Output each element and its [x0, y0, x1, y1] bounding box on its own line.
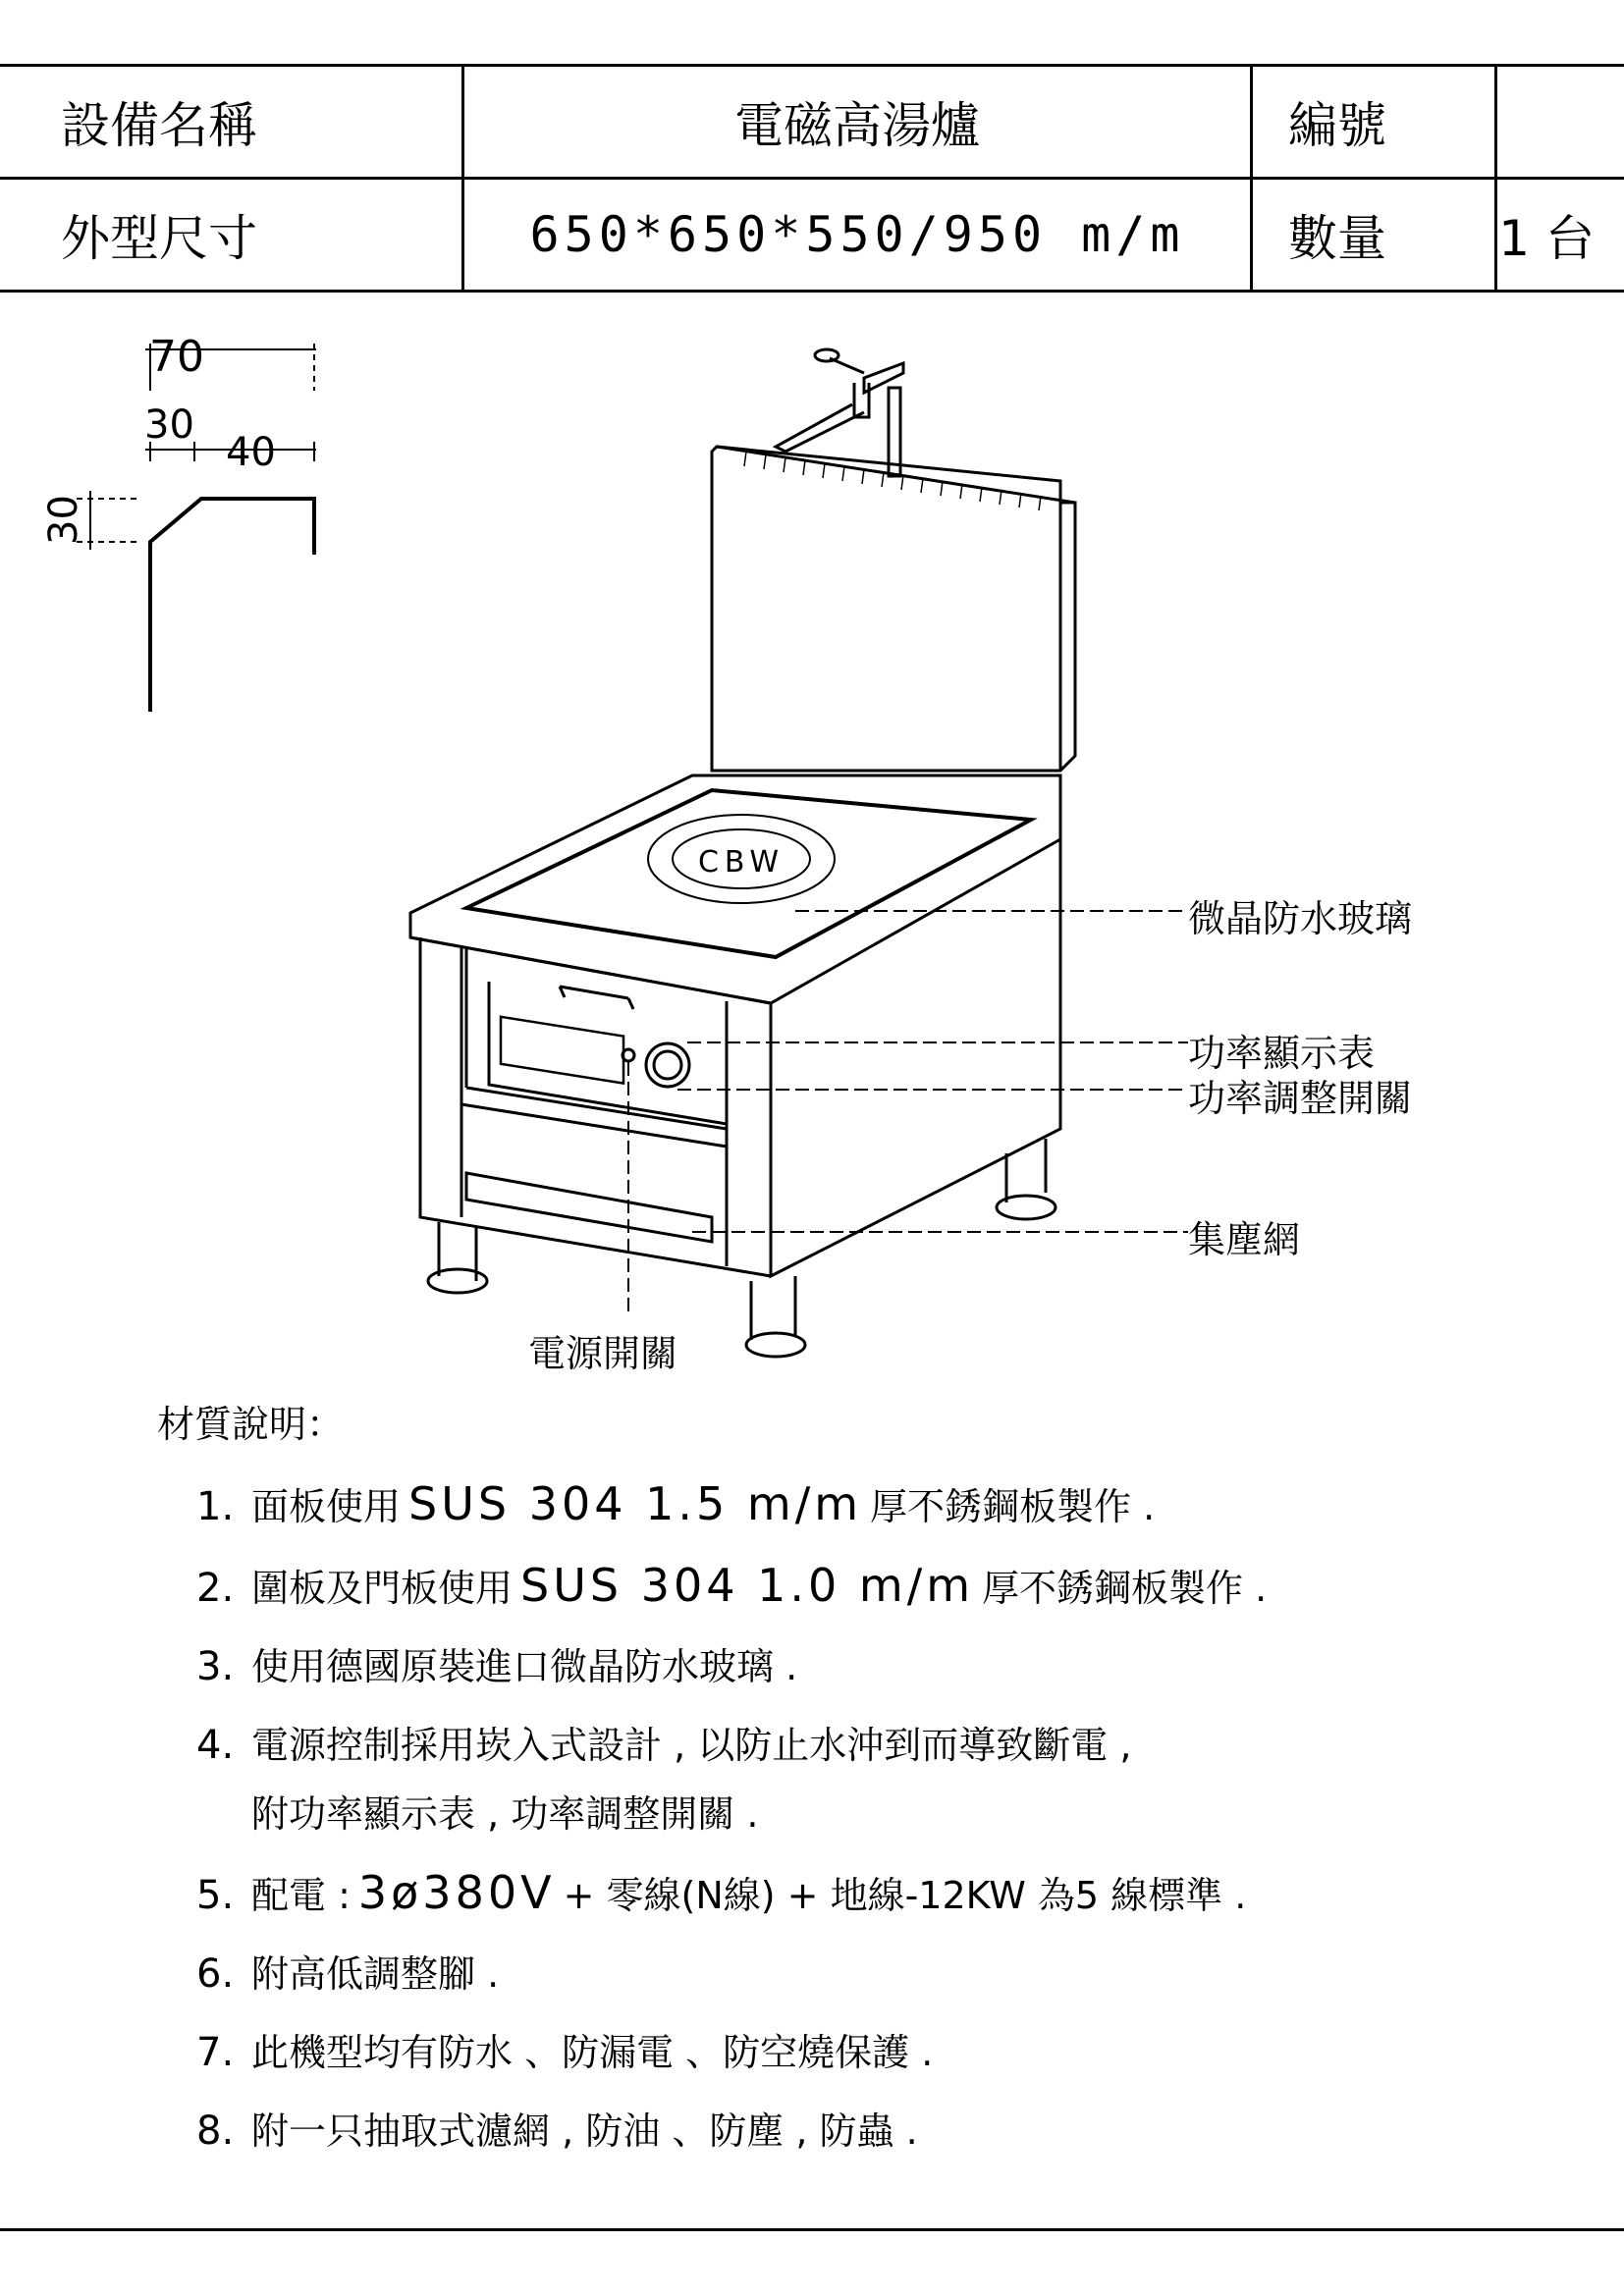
- dim-height: 30: [41, 495, 86, 545]
- name-label: 設備名稱: [0, 67, 463, 179]
- leader-lines: [628, 911, 1188, 1315]
- callout-adjust-switch: 功率調整開關: [1188, 1077, 1413, 1120]
- dim-right: 40: [226, 430, 276, 475]
- callout-filter: 集塵網: [1188, 1218, 1301, 1261]
- notes-title: 材質說明：: [157, 1403, 345, 1446]
- note-item-continuation: 附功率顯示表 , 功率調整開關 .: [251, 1792, 759, 1836]
- note-item: 2. 圍板及門板使用 SUS 304 1.0 m/m 厚不銹鋼板製作 .: [196, 1559, 1268, 1612]
- callout-display: 功率顯示表: [1188, 1032, 1376, 1075]
- code-label: 編號: [1252, 67, 1496, 179]
- edge-profile-diagram: [77, 344, 316, 712]
- note-item: 8. 附一只抽取式濾網 , 防油 、防塵 , 防蟲 .: [196, 2109, 918, 2154]
- qty-label: 數量: [1252, 179, 1496, 292]
- note-item: 1. 面板使用 SUS 304 1.5 m/m 厚不銹鋼板製作 .: [196, 1477, 1156, 1530]
- note-item: 6. 附高低調整腳 .: [196, 1951, 500, 1997]
- note-item: 4. 電源控制採用崁入式設計 , 以防止水沖到而導致斷電 ,: [196, 1723, 1132, 1768]
- name-value: 電磁高湯爐: [463, 67, 1252, 179]
- note-item: 5. 配電 : 3ø380V + 零線(N線) + 地線-12KW 為5 線標準 .: [196, 1866, 1247, 1919]
- size-value: 650*650*550/950 m/m: [463, 179, 1252, 292]
- callout-power-switch: 電源開關: [528, 1332, 678, 1375]
- size-label: 外型尺寸: [0, 179, 463, 292]
- callout-glass: 微晶防水玻璃: [1188, 897, 1413, 940]
- qty-value: 1 台: [1496, 179, 1624, 292]
- note-item: 3. 使用德國原裝進口微晶防水玻璃 .: [196, 1644, 798, 1689]
- backsplash: [712, 447, 1075, 771]
- notes-list: [196, 1477, 1571, 2190]
- dim-left: 30: [144, 402, 194, 448]
- logo-text: CBW: [697, 845, 785, 880]
- faucet: [776, 349, 903, 476]
- note-item: 7. 此機型均有防水 、防漏電 、防空燒保護 .: [196, 2030, 934, 2075]
- dim-total: 70: [149, 332, 204, 382]
